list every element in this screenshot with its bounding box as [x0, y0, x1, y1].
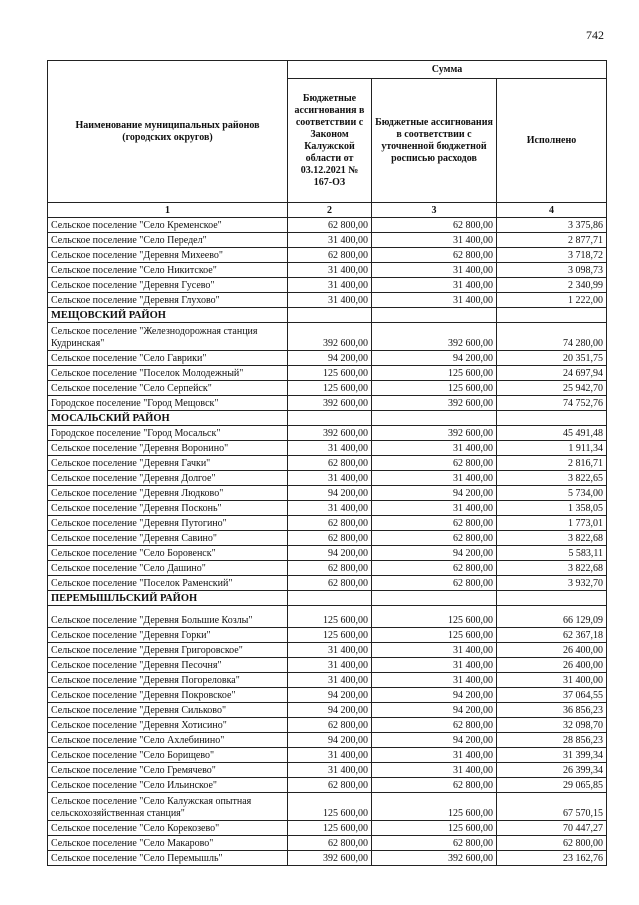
- law-allocation: 62 800,00: [288, 561, 372, 576]
- settlement-name: Сельское поселение "Село Никитское": [48, 263, 288, 278]
- settlement-name: Сельское поселение "Деревня Долгое": [48, 471, 288, 486]
- executed-amount: 1 222,00: [497, 293, 607, 308]
- refined-allocation: 62 800,00: [372, 531, 497, 546]
- executed-amount: 20 351,75: [497, 351, 607, 366]
- settlement-name: Сельское поселение "Деревня Людково": [48, 486, 288, 501]
- settlement-name: Сельское поселение "Село Боровенск": [48, 546, 288, 561]
- table-row: [48, 718, 607, 733]
- executed-amount: 74 752,76: [497, 396, 607, 411]
- settlement-name: Сельское поселение "Деревня Посконь": [48, 501, 288, 516]
- table-row: [48, 248, 607, 263]
- settlement-name: Сельское поселение "Село Передел": [48, 233, 288, 248]
- table-row: [48, 531, 607, 546]
- executed-amount: 23 162,76: [497, 851, 607, 866]
- executed-amount: 37 064,55: [497, 688, 607, 703]
- executed-amount: 26 400,00: [497, 658, 607, 673]
- settlement-name: Сельское поселение "Деревня Гусево": [48, 278, 288, 293]
- executed-amount: 2 340,99: [497, 278, 607, 293]
- table-row: [48, 561, 607, 576]
- settlement-name: Сельское поселение "Село Калужская опытная сельскохозяйственная станция": [48, 793, 288, 821]
- refined-allocation: 31 400,00: [372, 293, 497, 308]
- executed-amount: 24 697,94: [497, 366, 607, 381]
- refined-allocation: 62 800,00: [372, 516, 497, 531]
- header-col3: Бюджетные ассигнования в соответствии с уточненной бюджетной росписью расходов: [372, 79, 497, 203]
- settlement-name: Сельское поселение "Село Макарово": [48, 836, 288, 851]
- district-name: МЕЩОВСКИЙ РАЙОН: [48, 308, 288, 323]
- table-row: [48, 366, 607, 381]
- law-allocation: 62 800,00: [288, 218, 372, 233]
- executed-amount: 3 822,65: [497, 471, 607, 486]
- empty-cell: [372, 308, 497, 323]
- executed-amount: 3 718,72: [497, 248, 607, 263]
- law-allocation: 62 800,00: [288, 516, 372, 531]
- table-row: [48, 516, 607, 531]
- law-allocation: 62 800,00: [288, 576, 372, 591]
- district-row: [48, 308, 607, 323]
- empty-cell: [288, 411, 372, 426]
- executed-amount: 3 375,86: [497, 218, 607, 233]
- law-allocation: 31 400,00: [288, 233, 372, 248]
- executed-amount: 3 932,70: [497, 576, 607, 591]
- law-allocation: 392 600,00: [288, 396, 372, 411]
- table-row: [48, 793, 607, 821]
- executed-amount: 29 065,85: [497, 778, 607, 793]
- refined-allocation: 392 600,00: [372, 323, 497, 351]
- executed-amount: 3 098,73: [497, 263, 607, 278]
- law-allocation: 31 400,00: [288, 748, 372, 763]
- law-allocation: 62 800,00: [288, 836, 372, 851]
- header-col2: Бюджетные ассигнования в соответствии с Законом Калужской области от 03.12.2021 № 167-ОЗ: [288, 79, 372, 203]
- settlement-name: Сельское поселение "Село Корекозево": [48, 821, 288, 836]
- law-allocation: 392 600,00: [288, 851, 372, 866]
- empty-cell: [372, 591, 497, 606]
- column-numbers-row: [48, 203, 607, 218]
- table-row: [48, 426, 607, 441]
- executed-amount: 25 942,70: [497, 381, 607, 396]
- executed-amount: 26 399,34: [497, 763, 607, 778]
- settlement-name: Сельское поселение "Деревня Сильково": [48, 703, 288, 718]
- refined-allocation: 31 400,00: [372, 658, 497, 673]
- settlement-name: Сельское поселение "Село Перемышль": [48, 851, 288, 866]
- executed-amount: 5 583,11: [497, 546, 607, 561]
- executed-amount: 45 491,48: [497, 426, 607, 441]
- refined-allocation: 94 200,00: [372, 688, 497, 703]
- executed-amount: 62 800,00: [497, 836, 607, 851]
- executed-amount: 3 822,68: [497, 561, 607, 576]
- refined-allocation: 31 400,00: [372, 278, 497, 293]
- law-allocation: 94 200,00: [288, 486, 372, 501]
- table-row: [48, 323, 607, 351]
- refined-allocation: 31 400,00: [372, 233, 497, 248]
- executed-amount: 1 911,34: [497, 441, 607, 456]
- law-allocation: 125 600,00: [288, 606, 372, 628]
- refined-allocation: 31 400,00: [372, 501, 497, 516]
- col-number: 1: [48, 203, 288, 218]
- executed-amount: 1 358,05: [497, 501, 607, 516]
- refined-allocation: 125 600,00: [372, 628, 497, 643]
- col-number: 3: [372, 203, 497, 218]
- refined-allocation: 31 400,00: [372, 763, 497, 778]
- settlement-name: Городское поселение "Город Мосальск": [48, 426, 288, 441]
- settlement-name: Сельское поселение "Деревня Глухово": [48, 293, 288, 308]
- refined-allocation: 94 200,00: [372, 546, 497, 561]
- refined-allocation: 392 600,00: [372, 396, 497, 411]
- empty-cell: [497, 591, 607, 606]
- table-row: [48, 293, 607, 308]
- law-allocation: 31 400,00: [288, 471, 372, 486]
- table-row: [48, 748, 607, 763]
- refined-allocation: 125 600,00: [372, 793, 497, 821]
- settlement-name: Сельское поселение "Деревня Горки": [48, 628, 288, 643]
- settlement-name: Сельское поселение "Деревня Путогино": [48, 516, 288, 531]
- settlement-name: Сельское поселение "Деревня Хотисино": [48, 718, 288, 733]
- settlement-name: Сельское поселение "Деревня Воронино": [48, 441, 288, 456]
- law-allocation: 125 600,00: [288, 381, 372, 396]
- table-row: [48, 278, 607, 293]
- law-allocation: 31 400,00: [288, 763, 372, 778]
- table-row: [48, 546, 607, 561]
- table-row: [48, 456, 607, 471]
- refined-allocation: 62 800,00: [372, 836, 497, 851]
- refined-allocation: 125 600,00: [372, 381, 497, 396]
- executed-amount: 62 367,18: [497, 628, 607, 643]
- settlement-name: Сельское поселение "Деревня Григоровское": [48, 643, 288, 658]
- law-allocation: 62 800,00: [288, 248, 372, 263]
- table-row: [48, 471, 607, 486]
- refined-allocation: 31 400,00: [372, 643, 497, 658]
- law-allocation: 31 400,00: [288, 643, 372, 658]
- refined-allocation: 62 800,00: [372, 576, 497, 591]
- settlement-name: Городское поселение "Город Мещовск": [48, 396, 288, 411]
- table-row: [48, 606, 607, 628]
- refined-allocation: 31 400,00: [372, 673, 497, 688]
- executed-amount: 32 098,70: [497, 718, 607, 733]
- refined-allocation: 31 400,00: [372, 263, 497, 278]
- executed-amount: 1 773,01: [497, 516, 607, 531]
- settlement-name: Сельское поселение "Село Ильинское": [48, 778, 288, 793]
- table-row: [48, 673, 607, 688]
- law-allocation: 31 400,00: [288, 673, 372, 688]
- settlement-name: Сельское поселение "Село Борищево": [48, 748, 288, 763]
- table-row: [48, 703, 607, 718]
- law-allocation: 62 800,00: [288, 778, 372, 793]
- header-sum: Сумма: [288, 61, 607, 79]
- law-allocation: 62 800,00: [288, 456, 372, 471]
- executed-amount: 74 280,00: [497, 323, 607, 351]
- refined-allocation: 125 600,00: [372, 606, 497, 628]
- law-allocation: 62 800,00: [288, 718, 372, 733]
- refined-allocation: 94 200,00: [372, 486, 497, 501]
- district-row: [48, 591, 607, 606]
- refined-allocation: 62 800,00: [372, 718, 497, 733]
- settlement-name: Сельское поселение "Поселок Раменский": [48, 576, 288, 591]
- law-allocation: 125 600,00: [288, 793, 372, 821]
- executed-amount: 5 734,00: [497, 486, 607, 501]
- table-row: [48, 233, 607, 248]
- refined-allocation: 62 800,00: [372, 778, 497, 793]
- table-row: [48, 441, 607, 456]
- settlement-name: Сельское поселение "Деревня Савино": [48, 531, 288, 546]
- table-row: [48, 763, 607, 778]
- table-row: [48, 778, 607, 793]
- refined-allocation: 392 600,00: [372, 426, 497, 441]
- district-row: [48, 411, 607, 426]
- law-allocation: 31 400,00: [288, 441, 372, 456]
- settlement-name: Сельское поселение "Деревня Покровское": [48, 688, 288, 703]
- executed-amount: 31 399,34: [497, 748, 607, 763]
- table-row: [48, 218, 607, 233]
- law-allocation: 392 600,00: [288, 426, 372, 441]
- district-name: МОСАЛЬСКИЙ РАЙОН: [48, 411, 288, 426]
- refined-allocation: 31 400,00: [372, 471, 497, 486]
- executed-amount: 36 856,23: [497, 703, 607, 718]
- settlement-name: Сельское поселение "Поселок Молодежный": [48, 366, 288, 381]
- law-allocation: 31 400,00: [288, 293, 372, 308]
- refined-allocation: 94 200,00: [372, 703, 497, 718]
- table-row: [48, 501, 607, 516]
- table-row: [48, 486, 607, 501]
- executed-amount: 67 570,15: [497, 793, 607, 821]
- settlement-name: Сельское поселение "Деревня Гачки": [48, 456, 288, 471]
- refined-allocation: 125 600,00: [372, 366, 497, 381]
- table-row: [48, 628, 607, 643]
- law-allocation: 125 600,00: [288, 821, 372, 836]
- law-allocation: 392 600,00: [288, 323, 372, 351]
- settlement-name: Сельское поселение "Село Гаврики": [48, 351, 288, 366]
- settlement-name: Сельское поселение "Деревня Песочня": [48, 658, 288, 673]
- executed-amount: 2 877,71: [497, 233, 607, 248]
- executed-amount: 31 400,00: [497, 673, 607, 688]
- law-allocation: 31 400,00: [288, 263, 372, 278]
- law-allocation: 125 600,00: [288, 628, 372, 643]
- executed-amount: 26 400,00: [497, 643, 607, 658]
- law-allocation: 94 200,00: [288, 351, 372, 366]
- empty-cell: [497, 308, 607, 323]
- refined-allocation: 62 800,00: [372, 561, 497, 576]
- table-row: [48, 658, 607, 673]
- executed-amount: 70 447,27: [497, 821, 607, 836]
- refined-allocation: 62 800,00: [372, 218, 497, 233]
- settlement-name: Сельское поселение "Село Дашино": [48, 561, 288, 576]
- refined-allocation: 31 400,00: [372, 441, 497, 456]
- header-col4: Исполнено: [497, 79, 607, 203]
- law-allocation: 62 800,00: [288, 531, 372, 546]
- law-allocation: 94 200,00: [288, 546, 372, 561]
- refined-allocation: 94 200,00: [372, 733, 497, 748]
- table-row: [48, 381, 607, 396]
- law-allocation: 94 200,00: [288, 733, 372, 748]
- executed-amount: 28 856,23: [497, 733, 607, 748]
- settlement-name: Сельское поселение "Железнодорожная станция Кудринская": [48, 323, 288, 351]
- refined-allocation: 62 800,00: [372, 456, 497, 471]
- settlement-name: Сельское поселение "Село Кременское": [48, 218, 288, 233]
- table-row: [48, 688, 607, 703]
- refined-allocation: 62 800,00: [372, 248, 497, 263]
- table-row: [48, 396, 607, 411]
- empty-cell: [288, 591, 372, 606]
- table-row: [48, 643, 607, 658]
- empty-cell: [288, 308, 372, 323]
- table-row: [48, 576, 607, 591]
- district-name: ПЕРЕМЫШЛЬСКИЙ РАЙОН: [48, 591, 288, 606]
- table-row: [48, 263, 607, 278]
- header-col1: Наименование муниципальных районов (городских округов): [48, 61, 288, 203]
- settlement-name: Сельское поселение "Село Ахлебинино": [48, 733, 288, 748]
- law-allocation: 31 400,00: [288, 658, 372, 673]
- budget-table: [47, 60, 607, 866]
- law-allocation: 31 400,00: [288, 278, 372, 293]
- settlement-name: Сельское поселение "Деревня Михеево": [48, 248, 288, 263]
- settlement-name: Сельское поселение "Село Серпейск": [48, 381, 288, 396]
- settlement-name: Сельское поселение "Деревня Погореловка": [48, 673, 288, 688]
- page-number: 742: [586, 28, 604, 42]
- refined-allocation: 94 200,00: [372, 351, 497, 366]
- law-allocation: 125 600,00: [288, 366, 372, 381]
- refined-allocation: 125 600,00: [372, 821, 497, 836]
- executed-amount: 3 822,68: [497, 531, 607, 546]
- refined-allocation: 392 600,00: [372, 851, 497, 866]
- settlement-name: Сельское поселение "Деревня Большие Козлы": [48, 606, 288, 628]
- table-row: [48, 851, 607, 866]
- empty-cell: [372, 411, 497, 426]
- law-allocation: 94 200,00: [288, 703, 372, 718]
- table-row: [48, 351, 607, 366]
- table-row: [48, 821, 607, 836]
- settlement-name: Сельское поселение "Село Гремячево": [48, 763, 288, 778]
- table-body: [48, 218, 607, 866]
- law-allocation: 94 200,00: [288, 688, 372, 703]
- table-row: [48, 836, 607, 851]
- empty-cell: [497, 411, 607, 426]
- executed-amount: 2 816,71: [497, 456, 607, 471]
- col-number: 4: [497, 203, 607, 218]
- executed-amount: 66 129,09: [497, 606, 607, 628]
- refined-allocation: 31 400,00: [372, 748, 497, 763]
- law-allocation: 31 400,00: [288, 501, 372, 516]
- table-row: [48, 733, 607, 748]
- col-number: 2: [288, 203, 372, 218]
